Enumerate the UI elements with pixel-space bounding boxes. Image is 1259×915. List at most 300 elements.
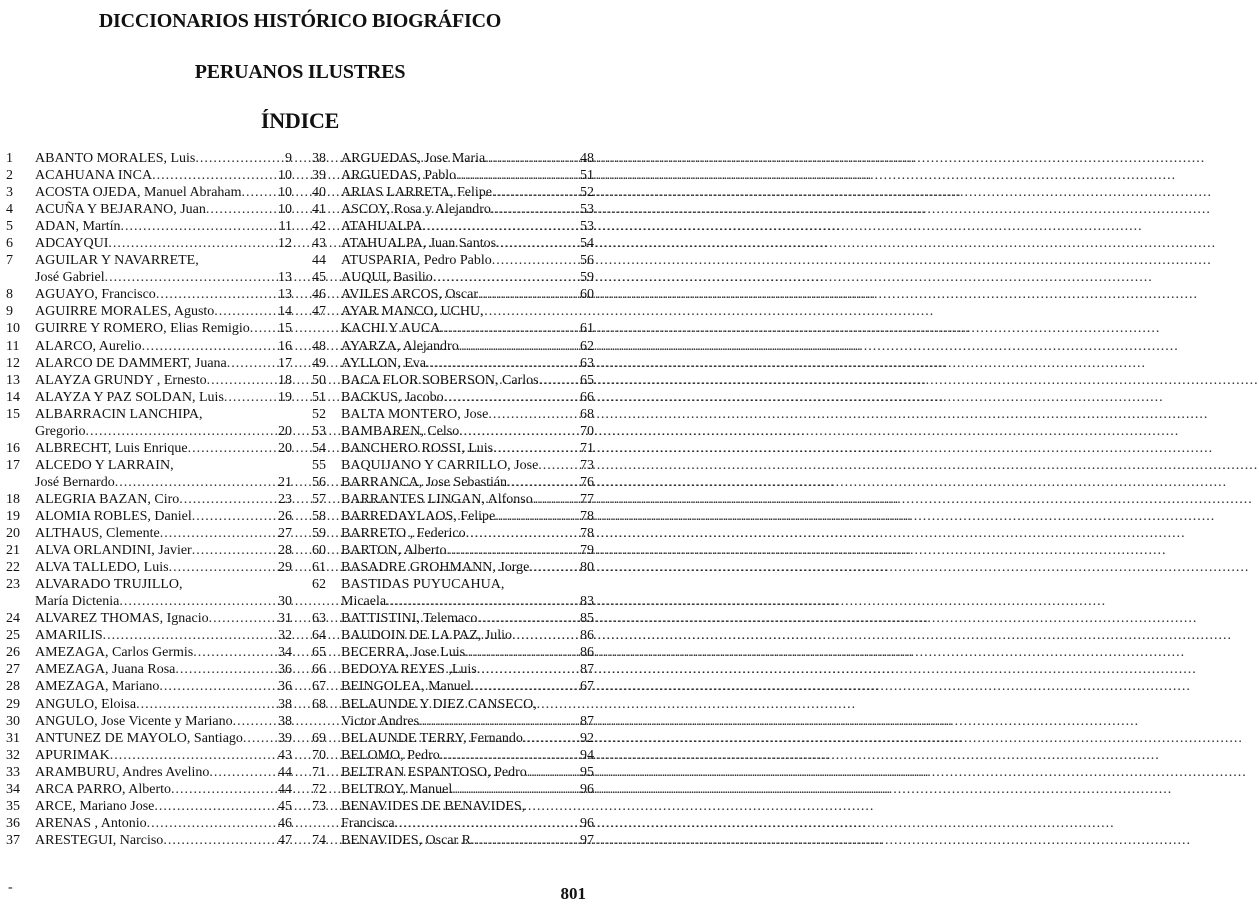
entry-page: 94 [580,747,594,763]
index-entry [312,627,594,644]
entry-page: 43 [278,747,292,763]
entry-name: BANCHERO ROSSI, Luis [341,440,494,456]
dot-leader [466,525,576,542]
entry-number: 1 [6,151,13,166]
entry-page: 51 [580,168,594,184]
dot-leader [465,644,576,661]
dot-leader [419,713,576,730]
entry-number: 29 [6,696,20,712]
entry-number: 19 [6,508,20,524]
entry-page: 21 [278,474,292,490]
entry-number: 44 [312,253,326,269]
dot-leader [171,781,274,798]
entry-name: BELTROY, Manuel [341,781,453,797]
entry-body [341,747,594,764]
entry-number: 47 [312,304,326,320]
entry-number: 58 [312,508,326,524]
entry-line [341,644,594,661]
entry-body [341,627,594,644]
index-entry [6,338,292,355]
index-entry [312,286,594,303]
dot-leader [495,508,576,525]
entry-page: 45 [278,798,292,814]
dot-leader [433,269,576,286]
entry-body [35,559,292,576]
entry-page: 44 [278,764,292,780]
index-entry [6,713,292,730]
entry-number: 66 [312,662,326,678]
entry-name: José Gabriel [35,270,105,286]
entry-line [341,764,594,781]
entry-line [341,678,594,695]
entry-line [35,491,292,508]
dot-leader [188,440,274,457]
entry-number: 53 [312,423,326,439]
index-entry [312,167,594,184]
entry-page: 46 [278,815,292,831]
entry-name: AMEZAGA, Mariano [35,679,160,695]
entry-page: 13 [278,287,292,303]
entry-number: 67 [312,679,326,695]
entry-number: 3 [6,185,13,201]
entry-line [35,713,292,730]
entry-name: AGUAYO, Francisco [35,287,156,303]
entry-body [35,610,292,627]
entry-number: 64 [312,628,326,644]
entry-line [341,713,594,730]
entry-number: 46 [312,287,326,303]
entry-name: BAMBAREN, Celso [341,423,460,439]
entry-body [341,644,594,661]
entry-page: 10 [278,202,292,218]
entry-line [35,252,292,269]
entry-name: ADCAYQUI [35,236,109,252]
entry-line [341,559,594,576]
dot-leader [156,286,274,303]
entry-page: 63 [580,355,594,371]
dot-leader [110,747,274,764]
entry-line [35,696,292,713]
index-entry [6,389,292,406]
entry-line [341,747,594,764]
entry-name: ASCOY, Rosa y Alejandro [341,202,491,218]
entry-line [341,320,594,337]
entry-number: 6 [6,236,13,252]
index-entry [6,252,292,286]
entry-name: AGUIRRE MORALES, Agusto [35,304,215,320]
entry-line [35,303,292,320]
entry-line [341,440,594,457]
entry-body [35,678,292,695]
entry-number: 43 [312,236,326,252]
dot-leader [108,235,274,252]
dot-leader [477,661,576,678]
entry-line [341,150,594,167]
entry-number: 37 [6,832,20,848]
entry-line [35,576,292,593]
entry-name: ATAHUALPA, Juan Santos [341,236,497,252]
index-entry [312,474,594,491]
entry-number: 63 [312,611,326,627]
entry-name: BASTIDAS PUYUCAHUA, [341,577,505,593]
entry-name: BECERRA, Jose Luis [341,645,466,661]
entry-number: 4 [6,202,13,218]
dot-leader [250,320,274,337]
index-entry [6,440,292,457]
entry-line [35,627,292,644]
index-entry [6,355,292,372]
entry-number: 7 [6,253,13,269]
dot-leader [154,798,274,815]
entry-body [341,201,594,218]
entry-name: Gregorio [35,423,86,439]
entry-page: 80 [580,560,594,576]
entry-line [341,372,594,389]
entry-name: BARRANTES LINGAN, Alfonso [341,491,533,507]
index-entry [6,627,292,644]
index-entry [6,201,292,218]
entry-body [35,320,292,337]
entry-line [35,235,292,252]
entry-page: 73 [580,457,594,473]
entry-body [35,252,292,286]
entry-line [35,320,292,337]
entry-name: ACAHUANA INCA [35,168,153,184]
entry-line [35,457,292,474]
entry-line [35,338,292,355]
entry-name: ADAN, Martín [35,219,121,235]
index-entry [312,832,594,849]
entry-number: 23 [6,577,20,593]
entry-body [35,644,292,661]
entry-number: 68 [312,696,326,712]
entry-number: 38 [312,151,326,166]
index-entry [312,372,594,389]
entry-name: ARENAS , Antonio [35,815,147,831]
entry-line [341,730,594,747]
entry-body [341,696,594,730]
dot-leader [512,627,576,644]
entry-page: 62 [580,338,594,354]
entry-line [35,593,292,610]
entry-body [35,798,292,815]
entry-body [35,627,292,644]
index-entry [6,781,292,798]
entry-body [341,167,594,184]
entry-body [341,525,594,542]
index-entry [312,696,594,730]
entry-page: 70 [580,423,594,439]
entry-page: 10 [278,185,292,201]
index-entry [6,457,292,491]
entry-name: KACHI Y AUCA [341,321,441,337]
entry-name: ALCEDO Y LARRAIN, [35,457,174,473]
dot-leader [136,696,274,713]
entry-body [341,286,594,303]
index-entry [6,235,292,252]
entry-name: ARIAS LARRETA, Felipe [341,185,492,201]
index-entry [312,798,594,832]
entry-page: 32 [278,628,292,644]
entry-body [35,713,292,730]
entry-line [35,644,292,661]
index-entry [312,303,594,337]
entry-page: 68 [580,406,594,422]
entry-name: ACUÑA Y BEJARANO, Juan [35,202,206,218]
entry-body [35,730,292,747]
entry-page: 36 [278,679,292,695]
entry-name: AYLLON, Eva [341,355,427,371]
entry-name: Victor Andres [341,713,420,729]
entry-number: 22 [6,560,20,576]
entry-line [341,423,594,440]
entry-page: 78 [580,526,594,542]
index-entry [6,372,292,389]
dot-leader [192,508,274,525]
entry-page: 60 [580,287,594,303]
entry-page: 44 [278,781,292,797]
entry-line [341,201,594,218]
entry-name: BACA FLOR SOBERSON, Carlos [341,372,539,388]
entry-number: 54 [312,440,326,456]
entry-name: ALVA ORLANDINI, Javier [35,543,192,559]
entry-name: BELAUNDE Y DIEZ CANSECO, [341,696,537,712]
entry-line [341,610,594,627]
entry-body [341,440,594,457]
entry-name: AVILES ARCOS, Oscar [341,287,479,303]
entry-line [341,303,594,320]
entry-body [341,457,594,474]
index-entry [6,218,292,235]
entry-line [341,491,594,508]
dot-leader [440,747,576,764]
index-entry [312,559,594,576]
index-entry [6,730,292,747]
entry-body [341,576,594,610]
dot-leader [491,201,576,218]
index-entry [312,644,594,661]
entry-line [341,167,594,184]
dot-leader [209,610,274,627]
dot-leader [224,389,274,406]
index-entry [312,252,594,269]
entry-name: ANTUNEZ DE MAYOLO, Santiago [35,730,243,746]
entry-line [341,696,594,713]
dot-leader [227,355,274,372]
dot-leader [163,832,274,849]
index-entry [6,644,292,661]
entry-line [35,150,292,167]
dot-leader [485,150,576,167]
entry-number: 61 [312,560,326,576]
entry-page: 59 [580,270,594,286]
index-entry [312,576,594,610]
entry-body [35,747,292,764]
entry-name: ALOMIA ROBLES, Daniel [35,508,192,524]
entry-body [35,167,292,184]
entry-line [341,218,594,235]
index-entry [312,235,594,252]
index-entry [312,661,594,678]
dot-leader [121,218,274,235]
index-entry [312,338,594,355]
entry-line [35,474,292,491]
index-entry [312,406,594,423]
entry-page: 18 [278,372,292,388]
entry-number: 73 [312,798,326,814]
entry-page: 47 [278,832,292,848]
entry-line [341,798,594,815]
dot-leader [169,559,274,576]
entry-body [341,798,594,832]
index-entry [312,201,594,218]
entry-name: AUQUI, Basilio [341,270,433,286]
entry-name: ARCA PARRO, Alberto [35,781,172,797]
entry-page: 16 [278,338,292,354]
entry-page: 92 [580,730,594,746]
entry-line [35,559,292,576]
index-entry [312,440,594,457]
entry-body [35,235,292,252]
entry-page: 26 [278,508,292,524]
entry-name: AYARZA, Alejandro [341,338,459,354]
entry-page: 48 [580,151,594,166]
entry-page: 83 [580,594,594,610]
dot-leader [207,372,274,389]
entry-page: 30 [278,594,292,610]
entry-page: 61 [580,321,594,337]
index-entry [6,559,292,576]
entry-page: 52 [580,185,594,201]
index-entry [6,150,292,167]
entry-page: 96 [580,781,594,797]
entry-name: José Bernardo [35,474,115,490]
entry-page: 27 [278,526,292,542]
dot-leader [242,184,274,201]
entry-page: 38 [278,696,292,712]
entry-page: 95 [580,764,594,780]
entry-page: 71 [580,440,594,456]
entry-name: ALVA TALLEDO, Luis [35,560,169,576]
entry-number: 71 [312,764,326,780]
index-entry [312,730,594,747]
index-entry [312,423,594,440]
index-entry [6,610,292,627]
entry-name: Francisca [341,815,395,831]
entry-name: AMEZAGA, Juana Rosa [35,662,176,678]
entry-name: ARAMBURU, Andres Avelino [35,764,210,780]
entry-body [341,542,594,559]
dot-leader [533,491,576,508]
entry-name: BELTRAN ESPANTOSO, Pedro [341,764,527,780]
entry-number: 12 [6,355,20,371]
entry-page: 36 [278,662,292,678]
entry-number: 57 [312,491,326,507]
entry-line [35,389,292,406]
entry-page: 86 [580,645,594,661]
index-entry [6,542,292,559]
index-entry [312,389,594,406]
entry-body [341,832,594,849]
dot-leader [243,730,274,747]
entry-page: 86 [580,628,594,644]
entry-body [35,184,292,201]
entry-body [341,423,594,440]
entry-name: BARRETO , Federico [341,526,466,542]
entry-name: AMEZAGA, Carlos Germis [35,645,194,661]
entry-number: 17 [6,457,20,473]
entry-body [35,696,292,713]
entry-page: 29 [278,560,292,576]
dot-leader [193,644,274,661]
index-entry [6,406,292,440]
index-entry [6,167,292,184]
index-entry [312,781,594,798]
dot-leader [538,457,576,474]
entry-number: 32 [6,747,20,763]
entry-line [341,627,594,644]
dot-leader [179,491,274,508]
entry-number: 69 [312,730,326,746]
entry-body [341,474,594,491]
index-entry [6,320,292,337]
entry-body [341,338,594,355]
entry-body [341,781,594,798]
entry-name: BENAVIDES, Oscar R [341,832,472,848]
entry-number: 41 [312,202,326,218]
entry-body [341,269,594,286]
entry-name: BAQUIJANO Y CARRILLO, Jose [341,457,539,473]
entry-name: ARESTEGUI, Narciso [35,832,164,848]
entry-number: 11 [6,338,20,354]
entry-name: BAUDOIN DE LA PAZ, Julio [341,628,512,644]
dot-leader [105,269,274,286]
index-entry [312,491,594,508]
dot-leader [492,252,576,269]
index-entry [312,218,594,235]
dot-leader [488,406,576,423]
entry-name: ALAYZA GRUNDY , Ernesto [35,372,207,388]
entry-name: BARREDAYLAOS, Felipe [341,508,496,524]
entry-number: 65 [312,645,326,661]
entry-body [341,508,594,525]
entry-line [341,576,594,593]
entry-name: ALAYZA Y PAZ SOLDAN, Luis [35,389,224,405]
entry-page: 76 [580,474,594,490]
dot-leader [195,150,274,167]
entry-number: 59 [312,526,326,542]
index-entry [6,184,292,201]
entry-line [35,372,292,389]
entry-page: 87 [580,662,594,678]
entry-number: 15 [6,406,20,422]
entry-line [35,764,292,781]
entry-body [35,150,292,167]
entry-name: ARGUEDAS, Jose Maria [341,151,486,166]
dot-leader [471,678,576,695]
entry-line [341,474,594,491]
entry-name: ALVAREZ THOMAS, Ignacio [35,611,209,627]
entry-page: 77 [580,491,594,507]
entry-number: 18 [6,491,20,507]
entry-number: 60 [312,543,326,559]
entry-body [341,184,594,201]
dot-leader [452,781,576,798]
entry-body [35,440,292,457]
entry-number: 2 [6,168,13,184]
entry-number: 20 [6,526,20,542]
entry-page: 14 [278,304,292,320]
